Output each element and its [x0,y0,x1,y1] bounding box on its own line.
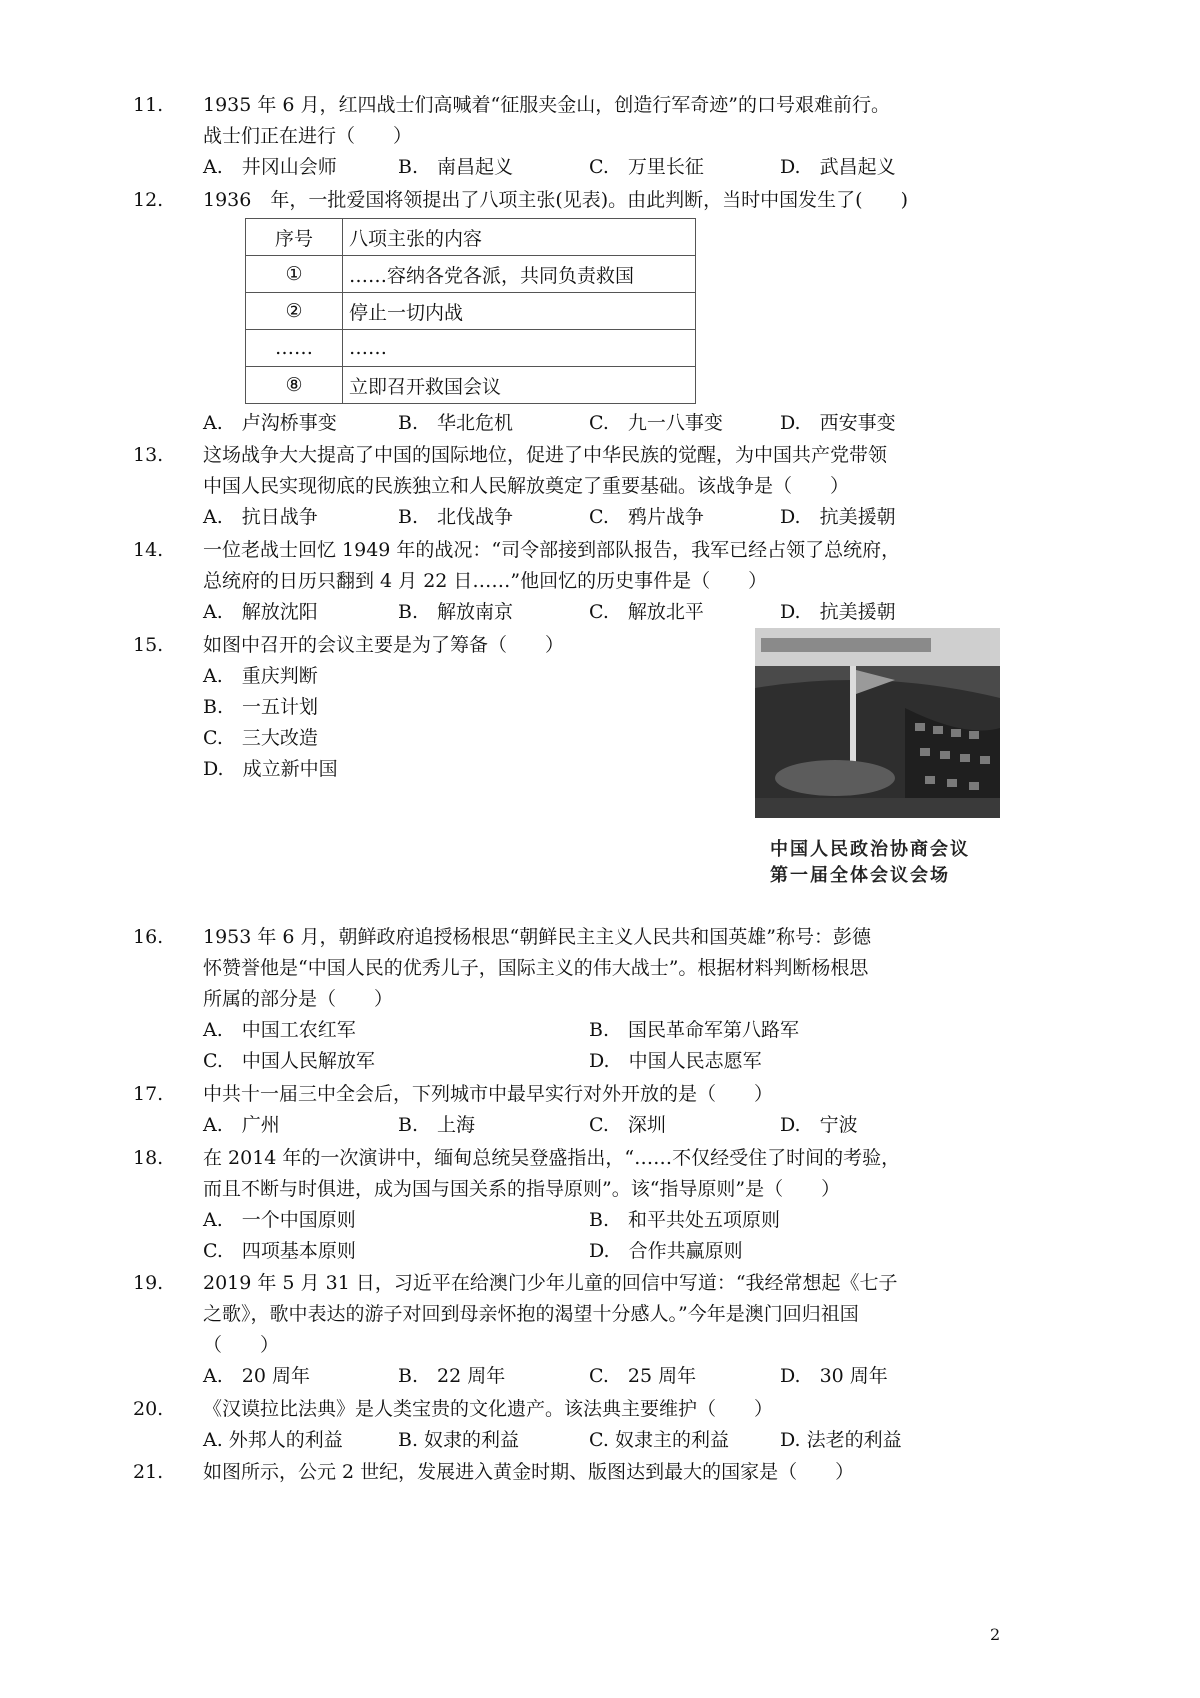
option-b: B. 华北危机 [398,412,514,434]
question-20 [133,1394,1023,1456]
question-text: 战士们正在进行（ ） [203,125,413,147]
option-a: A. 解放沈阳 [203,601,318,623]
table-cell: ⑧ [246,367,343,404]
option-a: A. 抗日战争 [203,506,318,528]
question-number: 16. [133,926,164,948]
options [203,152,1023,183]
option-d: D. 30 周年 [780,1365,888,1387]
option-c: C. 三大改造 [203,727,318,749]
option-d: D. 西安事变 [780,412,896,434]
question-number: 13. [133,444,164,466]
table-cell: ……容纳各党各派，共同负责救国 [343,256,696,293]
option-c: C. 25 周年 [589,1365,697,1387]
option-b: B. 国民革命军第八路军 [589,1019,800,1041]
options [203,1015,1023,1046]
question-13 [133,440,1023,533]
options [203,408,1023,439]
question-number: 17. [133,1083,164,1105]
options [203,1425,1023,1456]
option-b: B. 上海 [398,1114,476,1136]
question-text: （ ） [203,1334,280,1356]
options [203,1046,1023,1077]
table-row [246,256,696,293]
option-a: A. 一个中国原则 [203,1209,356,1231]
question-text: 在 2014 年的一次演讲中，缅甸总统吴登盛指出，“……不仅经受住了时间的考验， [203,1147,901,1169]
question-number: 12. [133,189,164,211]
option-b: B. 奴隶的利益 [398,1429,520,1451]
question-12 [133,185,1023,216]
question-18 [133,1143,1023,1267]
question-number: 14. [133,539,164,561]
option-a: A. 中国工农红军 [203,1019,356,1041]
option-c: C. 深圳 [589,1114,666,1136]
question-number: 20. [133,1398,164,1420]
option-d: D. 成立新中国 [203,758,338,780]
table-cell: …… [343,330,696,367]
option-b: B. 解放南京 [398,601,514,623]
table-header: 序号 [246,219,343,256]
question-text: 中国人民实现彻底的民族独立和人民解放奠定了重要基础。该战争是（ ） [203,475,850,497]
photo-caption: 中国人民政治协商会议 [770,839,970,860]
table-header-row [246,219,696,256]
proposals-table [245,218,696,404]
option-d: D. 中国人民志愿军 [589,1050,762,1072]
option-a: A. 卢沟桥事变 [203,412,337,434]
page-number: 2 [990,1625,1001,1644]
table-row [246,293,696,330]
question-text: 如图中召开的会议主要是为了筹备（ ） [203,634,565,656]
option-a: A. 重庆判断 [203,665,318,687]
option-d: D. 合作共赢原则 [589,1240,743,1262]
question-text: 总统府的日历只翻到 4 月 22 日……”他回忆的历史事件是（ ） [203,570,768,592]
question-16 [133,922,1023,1077]
question-19 [133,1268,1023,1392]
question-text: 2019 年 5 月 31 日，习近平在给澳门少年儿童的回信中写道：“我经常想起《七子 [203,1272,898,1294]
question-number: 19. [133,1272,164,1294]
option-c: C. 万里长征 [589,156,704,178]
option-b: B. 南昌起义 [398,156,514,178]
question-text: 如图所示，公元 2 世纪，发展进入黄金时期、版图达到最大的国家是（ ） [203,1461,855,1483]
question-text: 之歌》，歌中表达的游子对回到母亲怀抱的渴望十分感人。”今年是澳门回归祖国 [203,1303,859,1325]
question-12-options [203,408,1023,439]
option-b: B. 一五计划 [203,696,319,718]
question-text: 1936 年，一批爱国将领提出了八项主张(见表)。由此判断，当时中国发生了( ) [203,189,909,211]
option-b: B. 和平共处五项原则 [589,1209,781,1231]
table-cell: ① [246,256,343,293]
table-row [246,367,696,404]
question-number: 18. [133,1147,164,1169]
options [203,502,1023,533]
option-c: C. 中国人民解放军 [203,1050,375,1072]
option-a: A. 井冈山会师 [203,156,337,178]
question-14 [133,535,1023,628]
question-text: 1935 年 6 月，红四战士们高喊着“征服夹金山，创造行军奇迹”的口号艰难前行。 [203,94,890,116]
question-text: 《汉谟拉比法典》是人类宝贵的文化遗产。该法典主要维护（ ） [203,1398,774,1420]
question-text: 中共十一届三中全会后，下列城市中最早实行对外开放的是（ ） [203,1083,774,1105]
option-c: C. 奴隶主的利益 [589,1429,729,1451]
option-c: C. 解放北平 [589,601,704,623]
option-d: D. 法老的利益 [780,1429,902,1451]
photo-caption: 第一届全体会议会场 [770,865,950,886]
option-a: A. 广州 [203,1114,280,1136]
table-cell: 停止一切内战 [343,293,696,330]
question-number: 21. [133,1461,164,1483]
options [203,1236,1023,1267]
option-d: D. 抗美援朝 [780,601,896,623]
option-d: D. 抗美援朝 [780,506,896,528]
table-header: 八项主张的内容 [343,219,696,256]
question-text: 1953 年 6 月，朝鲜政府追授杨根思“朝鲜民主主义人民共和国英雄”称号：彭德 [203,926,871,948]
question-17 [133,1079,1023,1141]
question-11 [133,90,1023,183]
option-b: B. 北伐战争 [398,506,514,528]
question-text: 这场战争大大提高了中国的国际地位，促进了中华民族的觉醒，为中国共产党带领 [203,444,888,466]
option-c: C. 九一八事变 [589,412,723,434]
question-text: 怀赞誉他是“中国人民的优秀儿子，国际主义的伟大战士”。根据材料判断杨根思 [203,957,869,979]
table-cell: ② [246,293,343,330]
question-21 [133,1457,1023,1488]
question-text: 而且不断与时俱进，成为国与国关系的指导原则”。该“指导原则”是（ ） [203,1178,841,1200]
table-row [246,330,696,367]
question-number: 15. [133,634,164,656]
question-text: 一位老战士回忆 1949 年的战况：“司令部接到部队报告，我军已经占领了总统府， [203,539,901,561]
table-cell: …… [246,330,343,367]
option-d: D. 武昌起义 [780,156,896,178]
options [203,1205,1023,1236]
option-b: B. 22 周年 [398,1365,506,1387]
option-a: A. 外邦人的利益 [203,1429,343,1451]
question-text: 所属的部分是（ ） [203,988,394,1010]
option-d: D. 宁波 [780,1114,858,1136]
table-cell: 立即召开救国会议 [343,367,696,404]
options [203,1361,1023,1392]
option-c: C. 鸦片战争 [589,506,704,528]
options [203,597,1023,628]
options [203,1110,1023,1141]
option-c: C. 四项基本原则 [203,1240,356,1262]
option-a: A. 20 周年 [203,1365,310,1387]
question-number: 11. [133,94,164,116]
